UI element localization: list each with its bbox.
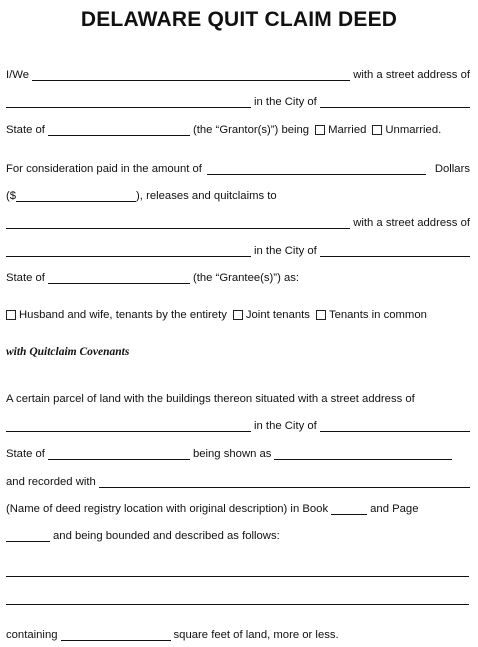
consideration-row <box>6 160 470 176</box>
recorded-with-field[interactable] <box>99 475 470 488</box>
husband-wife-label: Husband and wife, tenants by the entirety <box>19 309 227 321</box>
grantor-address-row <box>6 93 470 109</box>
grantee-city-label: in the City of <box>254 245 317 257</box>
iwe-label: I/We <box>6 69 30 81</box>
joint-tenants-checkbox[interactable] <box>233 310 243 320</box>
parcel-state-label: State of <box>6 448 45 460</box>
street-address-label: with a street address of <box>353 69 470 81</box>
shown-as-label: being shown as <box>192 448 272 460</box>
grantor-name-field[interactable] <box>32 68 350 81</box>
grantee-name-field[interactable] <box>6 216 350 229</box>
tenants-common-checkbox[interactable] <box>316 310 326 320</box>
registry-row <box>6 500 470 516</box>
registry-label: (Name of deed registry location with original description) in Book <box>6 503 329 515</box>
dollar-open-label: ($ <box>6 190 17 202</box>
grantee-label: (the “Grantee(s)”) as: <box>192 272 300 284</box>
grantor-state-row <box>6 121 470 137</box>
releases-label: ), releases and quitclaims to <box>136 190 277 202</box>
grantee-state-label: State of <box>6 272 45 284</box>
recorded-with-label: and recorded with <box>6 476 96 488</box>
consideration-amount-words-field[interactable] <box>207 162 426 175</box>
shown-as-field[interactable] <box>274 447 452 460</box>
parcel-intro-row <box>6 390 470 406</box>
grantor-label: (the “Grantor(s)”) being <box>192 124 310 136</box>
unmarried-checkbox[interactable] <box>372 125 382 135</box>
parcel-address-row <box>6 417 470 433</box>
married-label: Married <box>328 124 367 136</box>
document-title: DELAWARE QUIT CLAIM DEED <box>80 8 398 31</box>
containing-label: containing <box>6 629 58 641</box>
grantor-city-field[interactable] <box>320 95 470 108</box>
parcel-city-label: in the City of <box>254 420 317 432</box>
page-label: and Page <box>370 503 419 515</box>
parcel-intro-text: A certain parcel of land with the buildings thereon situated with a street address of <box>6 393 415 405</box>
grantor-street-field[interactable] <box>6 95 251 108</box>
consideration-amount-row <box>6 187 470 203</box>
parcel-state-field[interactable] <box>48 447 190 460</box>
husband-wife-checkbox[interactable] <box>6 310 16 320</box>
grantor-state-field[interactable] <box>48 123 190 136</box>
grantee-name-row <box>6 214 470 230</box>
grantee-state-field[interactable] <box>48 271 190 284</box>
grantee-address-row <box>6 242 470 258</box>
parcel-city-field[interactable] <box>320 419 470 432</box>
grantor-name-row <box>6 66 470 82</box>
parcel-state-row <box>6 445 470 461</box>
bounded-row <box>6 527 470 543</box>
description-line-1[interactable] <box>6 576 469 577</box>
square-feet-field[interactable] <box>61 628 171 641</box>
covenants-heading: with Quitclaim Covenants <box>6 346 130 358</box>
containing-row <box>6 626 470 642</box>
square-feet-label: square feet of land, more or less. <box>173 629 339 641</box>
state-label: State of <box>6 124 45 136</box>
grantee-street-field[interactable] <box>6 244 251 257</box>
consideration-amount-field[interactable] <box>16 189 136 202</box>
grantee-state-row <box>6 269 470 285</box>
bounded-label: and being bounded and described as follows: <box>53 530 280 542</box>
grantee-city-field[interactable] <box>320 244 470 257</box>
book-field[interactable] <box>331 502 367 515</box>
parcel-street-field[interactable] <box>6 419 251 432</box>
unmarried-label: Unmarried. <box>385 124 442 136</box>
dollars-label: Dollars <box>434 163 470 175</box>
married-checkbox[interactable] <box>315 125 325 135</box>
recorded-with-row <box>6 473 470 489</box>
city-label: in the City of <box>254 96 317 108</box>
page-field[interactable] <box>6 529 50 542</box>
consideration-label: For consideration paid in the amount of <box>6 163 202 175</box>
grantee-street-label: with a street address of <box>353 217 470 229</box>
tenants-common-label: Tenants in common <box>328 309 427 321</box>
description-line-2[interactable] <box>6 604 469 605</box>
tenancy-row <box>6 306 470 322</box>
joint-tenants-label: Joint tenants <box>245 309 310 321</box>
